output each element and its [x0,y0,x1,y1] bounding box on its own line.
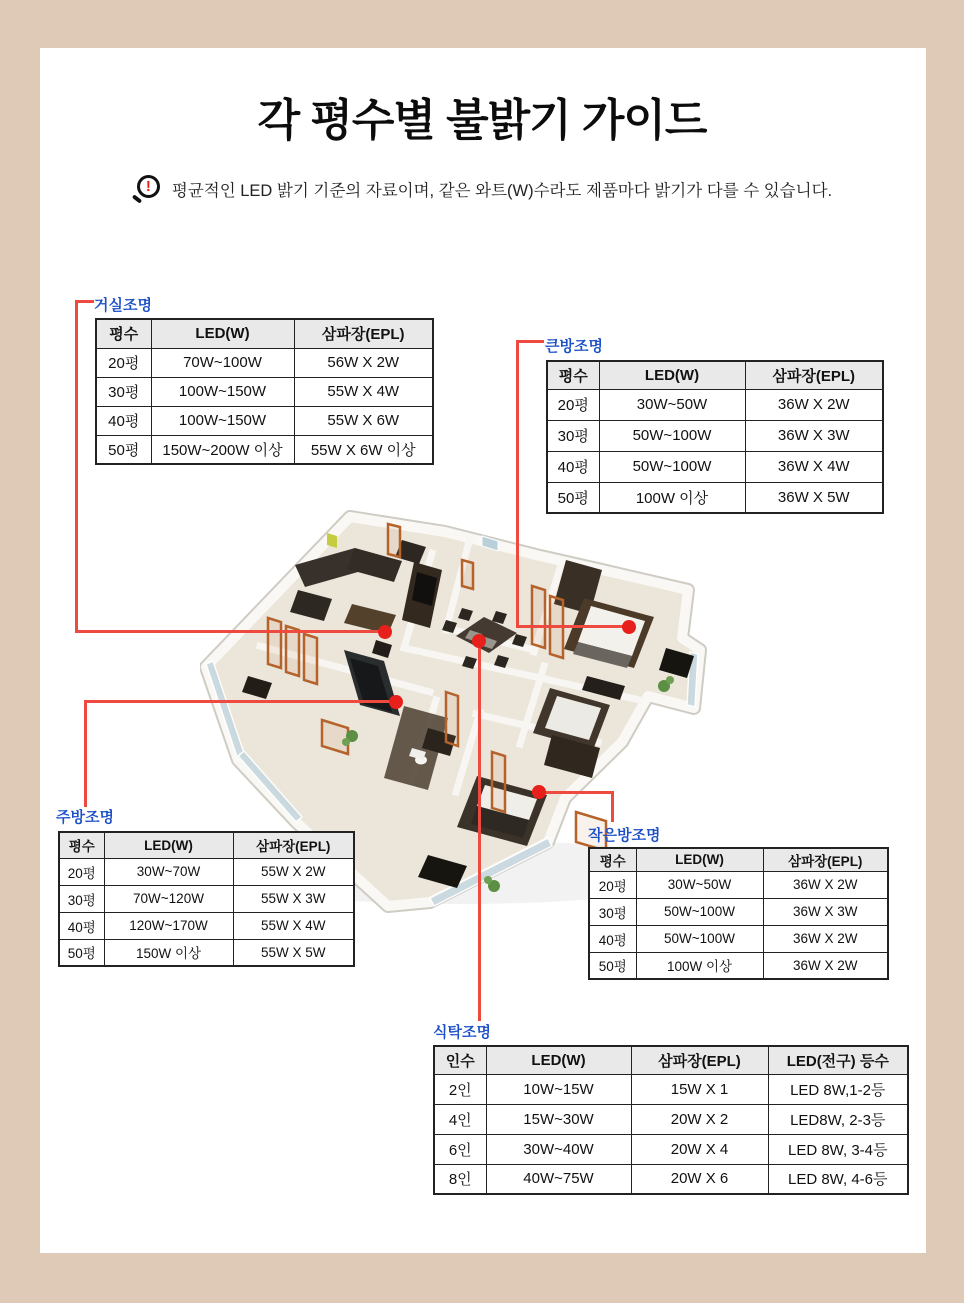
table-cell: 30W~40W [486,1134,631,1164]
column-header: LED(W) [599,361,745,389]
notice [0,172,964,205]
table-cell: 56W X 2W [294,348,433,377]
table-cell: 100W~150W [151,377,294,406]
column-header: 삼파장(EPL) [233,832,354,858]
column-header: LED(W) [636,848,763,871]
page-title: 각 평수별 불밝기 가이드 [257,96,707,145]
table-cell: 50평 [96,435,151,464]
table-cell: 50평 [547,482,599,513]
label-kitchen-lighting: 주방조명 [56,809,114,826]
table-header-row [589,848,888,871]
table-cell: LED 8W,1-2등 [768,1074,908,1104]
table-row [589,871,888,898]
table-row [547,389,883,420]
table-header-row [59,832,354,858]
connector-dining-vertical [478,641,481,1021]
table-cell: 70W~100W [151,348,294,377]
column-header: 인수 [434,1046,486,1074]
label-big-room-lighting: 큰방조명 [545,338,603,355]
table-cell: 55W X 2W [233,858,354,885]
connector-big-room-top [516,340,544,343]
column-header: LED(W) [151,319,294,348]
table-cell: 20평 [96,348,151,377]
table-cell: 150W 이상 [104,939,233,966]
table-cell: 55W X 3W [233,885,354,912]
table-row [547,451,883,482]
table-row [434,1074,908,1104]
table-row [96,377,433,406]
table-row [96,406,433,435]
table-cell: 36W X 5W [745,482,883,513]
callout-dot-dining-table [472,634,486,648]
column-header: 삼파장(EPL) [745,361,883,389]
callout-dot-living-room [378,625,392,639]
magnifier-lens [137,175,160,198]
table-cell: 30W~50W [636,871,763,898]
magnifier-handle [132,194,142,203]
table-cell: LED 8W, 4-6등 [768,1164,908,1194]
connector-kitchen-vertical [84,700,87,807]
table-cell: 30평 [59,885,104,912]
callout-dot-kitchen [389,695,403,709]
column-header: LED(W) [104,832,233,858]
column-header: LED(W) [486,1046,631,1074]
table-cell: 20평 [547,389,599,420]
table-row [589,898,888,925]
table-cell: 120W~170W [104,912,233,939]
table-cell: 50평 [589,952,636,979]
table-row [589,952,888,979]
label-dining-lighting: 식탁조명 [433,1024,491,1041]
label-small-room-lighting: 작은방조명 [588,827,661,844]
table-cell: 40평 [589,925,636,952]
table-cell: 70W~120W [104,885,233,912]
table-row [547,482,883,513]
connector-small-room-horizontal [539,791,614,794]
table-row [434,1164,908,1194]
connector-kitchen-horizontal [84,700,396,703]
table-cell: 36W X 3W [763,898,888,925]
column-header: 평수 [589,848,636,871]
table-cell: 6인 [434,1134,486,1164]
callout-dot-small-room [532,785,546,799]
table-cell: 20평 [589,871,636,898]
table-cell: 40평 [96,406,151,435]
connector-living-room-horizontal [75,630,386,633]
table-cell: 36W X 2W [763,925,888,952]
table-cell: 20W X 6 [631,1164,768,1194]
table-cell: 100W 이상 [636,952,763,979]
column-header: LED(전구) 등수 [768,1046,908,1074]
table-cell: 40평 [59,912,104,939]
table-cell: 55W X 4W [294,377,433,406]
table-row [59,939,354,966]
table-header-row [547,361,883,389]
table-cell: 30평 [547,420,599,451]
table-row [59,912,354,939]
column-header: 삼파장(EPL) [763,848,888,871]
table-cell: 10W~15W [486,1074,631,1104]
connector-big-room-vertical [516,340,519,627]
table-cell: 36W X 2W [763,952,888,979]
small-room-table [588,847,889,980]
table-cell: LED8W, 2-3등 [768,1104,908,1134]
table-cell: 30평 [96,377,151,406]
table-row [96,435,433,464]
table-cell: 50W~100W [636,925,763,952]
table-cell: 55W X 5W [233,939,354,966]
notice-text: 평균적인 LED 밝기 기준의 자료이며, 같은 와트(W)수라도 제품마다 밝기가 다를 수 있습니다. [171,181,833,200]
table-row [59,858,354,885]
table-cell: 50W~100W [636,898,763,925]
label-living-room-lighting: 거실조명 [94,297,152,314]
table-cell: 50W~100W [599,451,745,482]
table-row [434,1134,908,1164]
table-row [96,348,433,377]
connector-small-room-vertical [611,791,614,822]
table-cell: 55W X 6W 이상 [294,435,433,464]
table-cell: 50평 [59,939,104,966]
table-row [59,885,354,912]
exclamation-glyph: ! [145,178,151,195]
table-cell: 50W~100W [599,420,745,451]
table-cell: 20W X 2 [631,1104,768,1134]
connector-living-room-top [75,300,94,303]
living-room-table [95,318,434,465]
table-cell: 36W X 3W [745,420,883,451]
table-cell: 20W X 4 [631,1134,768,1164]
table-cell: 100W~150W [151,406,294,435]
column-header: 평수 [59,832,104,858]
table-cell: 20평 [59,858,104,885]
table-cell: 2인 [434,1074,486,1104]
table-cell: LED 8W, 3-4등 [768,1134,908,1164]
table-header-row [96,319,433,348]
table-cell: 40W~75W [486,1164,631,1194]
column-header: 평수 [547,361,599,389]
table-cell: 40평 [547,451,599,482]
table-cell: 55W X 6W [294,406,433,435]
table-cell: 8인 [434,1164,486,1194]
table-cell: 36W X 4W [745,451,883,482]
table-row [434,1104,908,1134]
column-header: 삼파장(EPL) [631,1046,768,1074]
table-cell: 150W~200W 이상 [151,435,294,464]
column-header: 삼파장(EPL) [294,319,433,348]
connector-living-room-vertical [75,300,78,632]
table-cell: 36W X 2W [763,871,888,898]
column-header: 평수 [96,319,151,348]
big-room-table [546,360,884,514]
table-cell: 4인 [434,1104,486,1134]
callout-dot-big-room [622,620,636,634]
table-header-row [434,1046,908,1074]
table-cell: 30W~70W [104,858,233,885]
table-cell: 36W X 2W [745,389,883,420]
table-cell: 15W X 1 [631,1074,768,1104]
connector-big-room-horizontal [516,625,629,628]
table-row [589,925,888,952]
table-cell: 30W~50W [599,389,745,420]
table-cell: 55W X 4W [233,912,354,939]
table-cell: 15W~30W [486,1104,631,1134]
table-cell: 100W 이상 [599,482,745,513]
kitchen-table [58,831,355,967]
table-cell: 30평 [589,898,636,925]
table-row [547,420,883,451]
dining-table [433,1045,909,1195]
magnifier-exclamation-icon [132,172,163,205]
